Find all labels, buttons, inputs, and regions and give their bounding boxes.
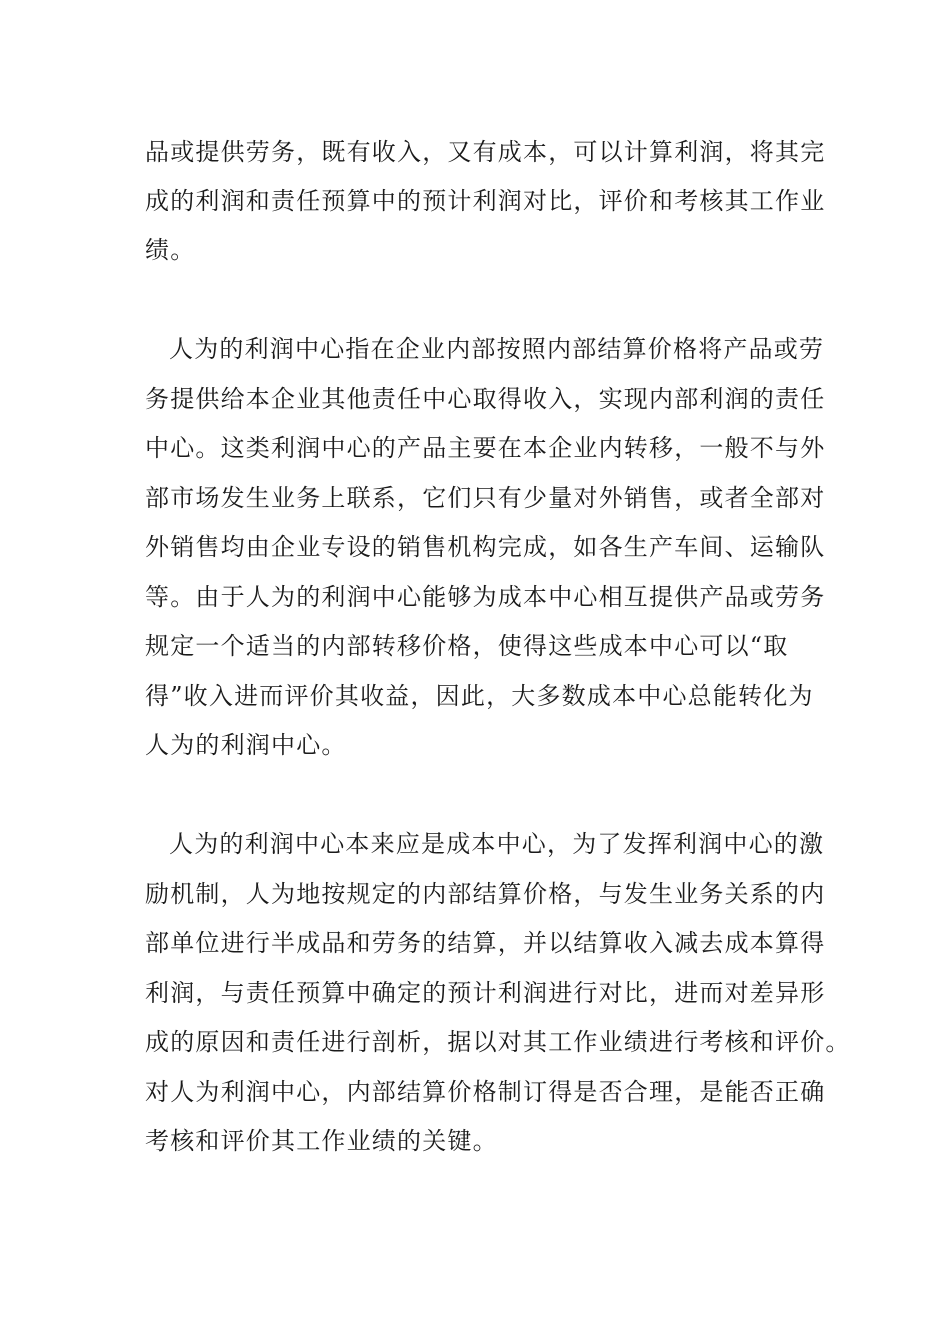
paragraph-line: 成的原因和责任进行剖析，据以对其工作业绩进行考核和评价。 xyxy=(145,1028,851,1056)
paragraph-line: 等。由于人为的利润中心能够为成本中心相互提供产品或劳务 xyxy=(145,583,826,611)
paragraph-line: 中心。这类利润中心的产品主要在本企业内转移，一般不与外 xyxy=(145,434,826,462)
paragraph-line: 绩。 xyxy=(145,236,196,264)
paragraph-line: 人为的利润中心指在企业内部按照内部结算价格将产品或劳 xyxy=(169,335,825,363)
paragraph-line: 成的利润和责任预算中的预计利润对比，评价和考核其工作业 xyxy=(145,187,826,215)
paragraph-line: 人为的利润中心。 xyxy=(145,731,347,759)
paragraph-line: 人为的利润中心本来应是成本中心，为了发挥利润中心的激 xyxy=(169,830,825,858)
paragraph-line: 利润，与责任预算中确定的预计利润进行对比，进而对差异形 xyxy=(145,979,826,1007)
paragraph-line: 对人为利润中心，内部结算价格制订得是否合理，是能否正确 xyxy=(145,1078,826,1106)
paragraph-line: 外销售均由企业专设的销售机构完成，如各生产车间、运输队 xyxy=(145,533,826,561)
paragraph-line: 部市场发生业务上联系，它们只有少量对外销售，或者全部对 xyxy=(145,484,826,512)
paragraph-line: 励机制，人为地按规定的内部结算价格，与发生业务关系的内 xyxy=(145,880,826,908)
paragraph-line: 得”收入进而评价其收益，因此，大多数成本中心总能转化为 xyxy=(145,682,814,710)
paragraph-line: 品或提供劳务，既有收入，又有成本，可以计算利润，将其完 xyxy=(145,138,826,166)
paragraph-line: 务提供给本企业其他责任中心取得收入，实现内部利润的责任 xyxy=(145,385,826,413)
paragraph-line: 考核和评价其工作业绩的关键。 xyxy=(145,1127,498,1155)
paragraph-line: 规定一个适当的内部转移价格，使得这些成本中心可以“取 xyxy=(145,632,789,660)
paragraph-line: 部单位进行半成品和劳务的结算，并以结算收入减去成本算得 xyxy=(145,929,826,957)
